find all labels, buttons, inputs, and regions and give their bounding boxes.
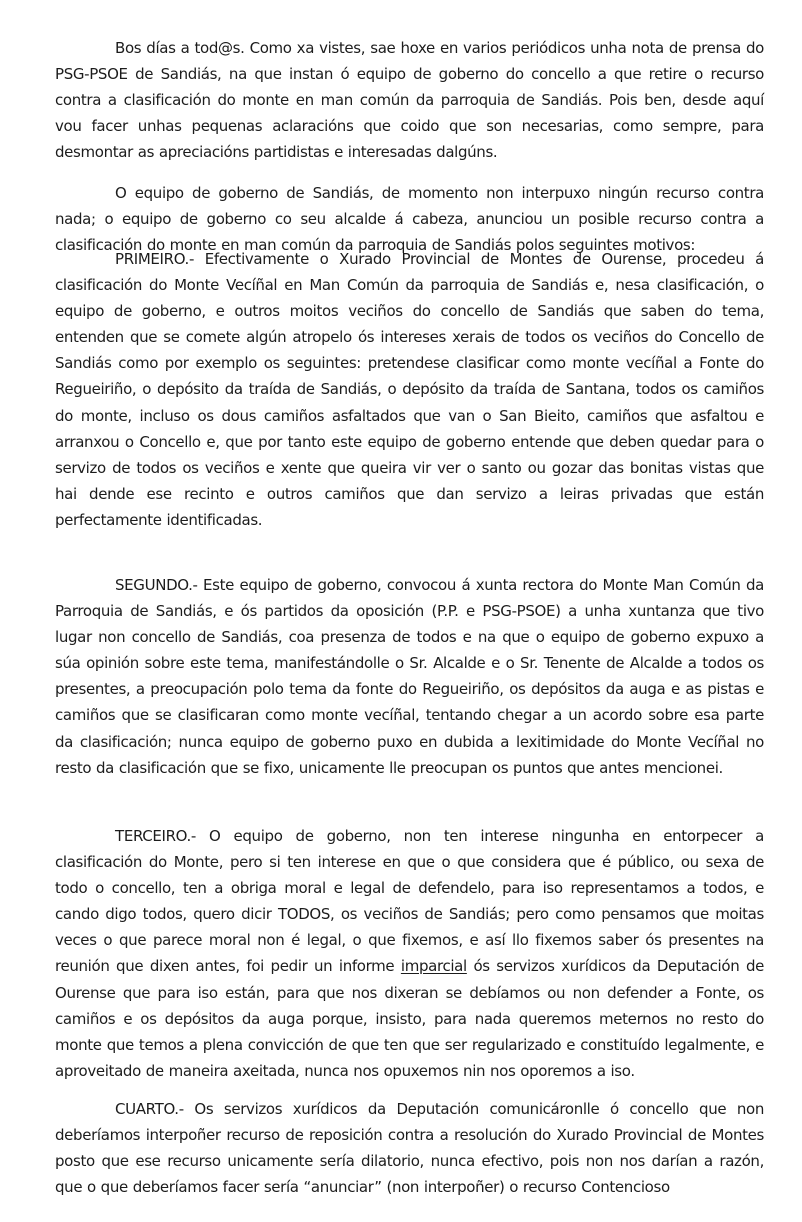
paragraph-terceiro: [55, 823, 764, 1084]
paragraph-terceiro-text-end: ós servizos xurídicos da Deputación de Ourense que para iso están, para que nos dixeran se debíamos ou non defender a Fonte, os camiños e os depósitos da auga porque, insisto, para nada queremos meternos no resto do monte que temos a plena convicción de que ten que ser regularizado e constituído legalmente, e aproveitado de maneira axeitada, nunca nos opuxemos nin nos oporemos a iso.: [55, 957, 764, 1080]
underlined-word-imparcial: imparcial: [400, 957, 467, 976]
paragraph-intro: Bos días a tod@s. Como xa vistes, sae hoxe en varios periódicos unha nota de prensa do PSG-PSOE de Sandiás, na que instan ó equipo de goberno do concello a que retire o recurso contra a clasificación do monte en man común da parroquia de Sandiás. Pois ben, desde aquí vou facer unhas pequenas aclaracións que coido que son necesarias, como sempre, para desmontar as apreciacións partidistas e interesadas dalgúns.: [55, 39, 764, 162]
paragraph-primeiro: PRIMEIRO.- Efectivamente o Xurado Provincial de Montes de Ourense, procedeu á clasificación do Monte Vecíñal en Man Común da parroquia de Sandiás e, nesa clasificación, o equipo de goberno, e outros moitos veciños do concello de Sandiás que saben do tema, entenden que se comete algún atropelo ós intereses xerais de todos os veciños do Concello de Sandiás como por exemplo os seguintes: pretendese clasificar como monte vecíñal a Fonte do Regueiriño, o depósito da traída de Sandiás, o depósito da traída de Santana, todos os camiños do monte, incluso os dous camiños asfaltados que van o San Bieito, camiños que asfaltou e arranxou o Concello e, que por tanto este equipo de goberno entende que deben quedar para o servizo de todos os veciños e xente que queira vir ver o santo ou gozar das bonitas vistas que hai dende ese recinto e outros camiños que dan servizo a leiras privadas que están perfectamente identificadas.: [55, 250, 764, 529]
paragraph-segundo: SEGUNDO.- Este equipo de goberno, convocou á xunta rectora do Monte Man Común da Parroquia de Sandiás, e ós partidos da oposición (P.P. e PSG-PSOE) a unha xuntanza que tivo lugar non concello de Sandiás, coa presenza de todos e na que o equipo de goberno expuxo a súa opinión sobre este tema, manifestándolle o Sr. Alcalde e o Sr. Tenente de Alcalde a todos os presentes, a preocupación polo tema da fonte do Regueiriño, os depósitos da auga e as pistas e camiños que se clasificaran como monte vecíñal, tentando chegar a un acordo sobre esa parte da clasificación; nunca equipo de goberno puxo en dubida a lexitimidade do Monte Vecíñal no resto da clasificación que se fixo, unicamente lle preocupan os puntos que antes mencionei.: [55, 576, 764, 777]
paragraph-context: O equipo de goberno de Sandiás, de momento non interpuxo ningún recurso contra nada; o equipo de goberno co seu alcalde á cabeza, anunciou un posible recurso contra a clasificación do monte en man común da parroquia de Sandiás polos seguintes motivos:: [55, 184, 764, 255]
paragraph-cuarto: CUARTO.- Os servizos xurídicos da Deputación comunicáronlle ó concello que non deberíamos interpoñer recurso de reposición contra a resolución do Xurado Provincial de Montes posto que ese recurso unicamente sería dilatorio, nunca efectivo, pois non nos darían a razón, que o que deberíamos facer sería “anunciar” (non interpoñer) o recurso Contencioso: [55, 1100, 764, 1197]
paragraph-terceiro-text-start: TERCEIRO.- O equipo de goberno, non ten interese ningunha en entorpecer a clasificación do Monte, pero si ten interese en que o que considera que é público, ou sexa de todo o concello, ten a obriga moral e legal de defendelo, para iso representamos a todos, e cando digo todos, quero dicir TODOS, os veciños de Sandiás; pero como pensamos que moitas veces o que parece moral non é legal, o que fixemos, e así llo fixemos saber ós presentes na reunión que dixen antes, foi pedir un informe: [55, 827, 764, 976]
